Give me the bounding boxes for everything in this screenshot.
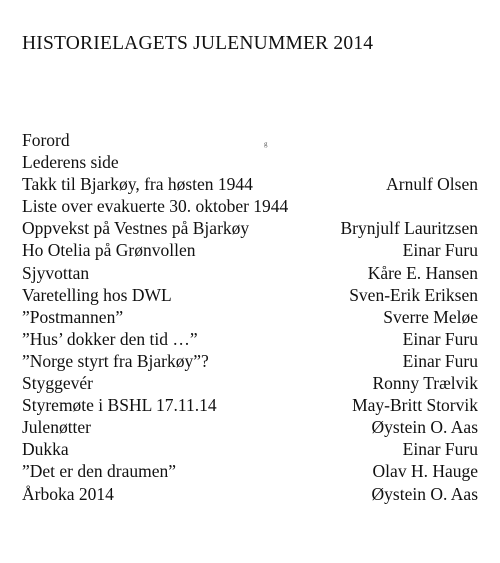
entry-title: Forord <box>22 130 70 150</box>
toc-entry <box>22 129 478 151</box>
entry-title: Sjyvottan <box>22 262 90 283</box>
entry-title: Styremøte i BSHL 17.11.14 <box>22 395 217 416</box>
entry-author: Einar Furu <box>402 328 478 349</box>
toc-entry <box>22 173 478 195</box>
entry-title: Varetelling hos DWL <box>22 284 172 305</box>
entry-title: Julenøtter <box>22 417 92 438</box>
entry-author: Øystein O. Aas <box>371 417 478 438</box>
toc-entry <box>22 483 478 505</box>
entry-author: Ronny Trælvik <box>372 373 478 394</box>
toc-entry <box>22 460 478 482</box>
entry-title: Ho Otelia på Grønvollen <box>22 240 196 261</box>
entry-author: Sven-Erik Eriksen <box>349 284 478 305</box>
toc-entry <box>22 394 478 416</box>
toc-entry <box>22 195 478 217</box>
entry-author: Einar Furu <box>402 350 478 371</box>
table-of-contents <box>22 129 478 505</box>
entry-title: ”Hus’ dokker den tid …” <box>22 328 198 349</box>
entry-author: May-Britt Storvik <box>352 395 478 416</box>
entry-title: Årboka 2014 <box>22 483 114 504</box>
entry-title: Styggevér <box>22 373 93 394</box>
entry-author: Kåre E. Hansen <box>367 262 478 283</box>
toc-entry <box>22 416 478 438</box>
entry-title: ”Det er den draumen” <box>22 461 177 482</box>
toc-entry <box>22 306 478 328</box>
entry-author: Øystein O. Aas <box>371 483 478 504</box>
toc-entry <box>22 217 478 239</box>
entry-title: ”Postmannen” <box>22 306 124 327</box>
toc-entry <box>22 350 478 372</box>
entry-title: Lederens side <box>22 152 119 173</box>
entry-title: ”Norge styrt fra Bjarkøy”? <box>22 350 209 371</box>
toc-entry <box>22 284 478 306</box>
entry-title: Dukka <box>22 439 69 460</box>
entry-author: Olav H. Hauge <box>372 461 478 482</box>
entry-title: Takk til Bjarkøy, fra høsten 1944 <box>22 174 253 195</box>
stray-mark: g <box>264 140 268 148</box>
toc-entry <box>22 372 478 394</box>
toc-entry <box>22 262 478 284</box>
toc-entry <box>22 151 478 173</box>
entry-author: Brynjulf Lauritzsen <box>340 218 478 239</box>
entry-title: Oppvekst på Vestnes på Bjarkøy <box>22 218 250 239</box>
toc-entry <box>22 239 478 261</box>
page-title: HISTORIELAGETS JULENUMMER 2014 <box>22 33 374 54</box>
toc-entry <box>22 438 478 460</box>
entry-title: Liste over evakuerte 30. oktober 1944 <box>22 196 289 217</box>
entry-author: Sverre Meløe <box>383 306 478 327</box>
toc-entry <box>22 328 478 350</box>
entry-author: Arnulf Olsen <box>386 174 478 195</box>
entry-author: Einar Furu <box>402 240 478 261</box>
entry-author: Einar Furu <box>402 439 478 460</box>
